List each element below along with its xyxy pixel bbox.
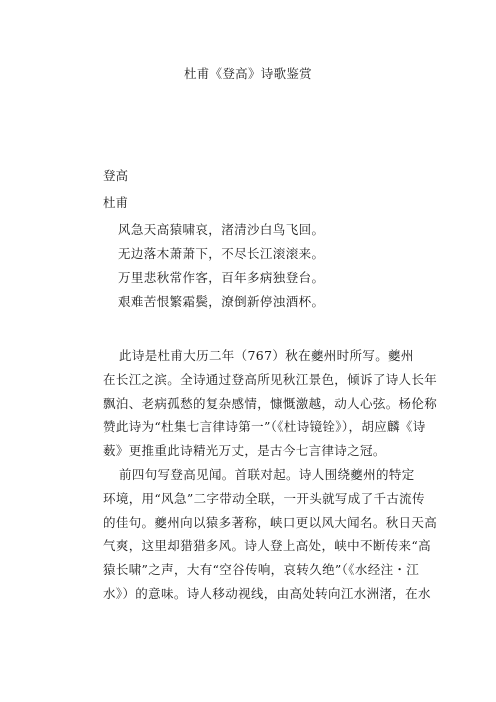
paragraph-line: 此诗是杜甫大历二年（767）秋在夔州时所写。夔州	[119, 348, 414, 363]
poem-line: 无边落木萧萧下，不尽长江滚滚来。	[118, 246, 325, 261]
poem-title: 登高	[103, 168, 129, 183]
paragraph-line: 的佳句。夔州向以猿多著称，峡口更以风大闻名。秋日天高	[103, 514, 438, 530]
paragraph-line: 飘泊、老病孤愁的复杂感情，慷慨激越，动人心弦。杨伦称	[103, 395, 438, 411]
poem-line: 艰难苦恨繁霜鬓，潦倒新停浊酒杯。	[118, 294, 325, 309]
paragraph-line: 前四句写登高见闻。首联对起。诗人围绕夔州的特定	[119, 467, 415, 482]
paragraph-line: 在长江之滨。全诗通过登高所见秋江景色，倾诉了诗人长年	[103, 371, 438, 387]
poem-author: 杜甫	[103, 195, 129, 210]
commentary-paragraph-1	[103, 344, 438, 463]
paragraph-line: 环境，用“风急”二字带动全联，一开头就写成了千古流传	[103, 490, 425, 506]
document-title: 杜甫《登高》诗歌鉴赏	[183, 66, 312, 81]
paragraph-line: 薮》更推重此诗精光万丈，是古今七言律诗之冠。	[103, 443, 386, 459]
poem-line: 万里悲秋常作客，百年多病独登台。	[118, 270, 325, 285]
commentary-paragraph-2	[103, 463, 438, 606]
paragraph-line: 猿长啸”之声，大有“空谷传响，哀转久绝”（《水经注・江	[103, 562, 420, 578]
paragraph-line: 赞此诗为“杜集七言律诗第一”（《杜诗镜铨》），胡应麟《诗	[103, 419, 426, 435]
paragraph-line: 水》）的意味。诗人移动视线，由高处转向江水洲渚，在水	[103, 585, 431, 601]
poem-line: 风急天高猿啸哀，渚清沙白鸟飞回。	[118, 222, 325, 237]
paragraph-line: 气爽，这里却猎猎多风。诗人登上高处，峡中不断传来“高	[103, 538, 431, 554]
